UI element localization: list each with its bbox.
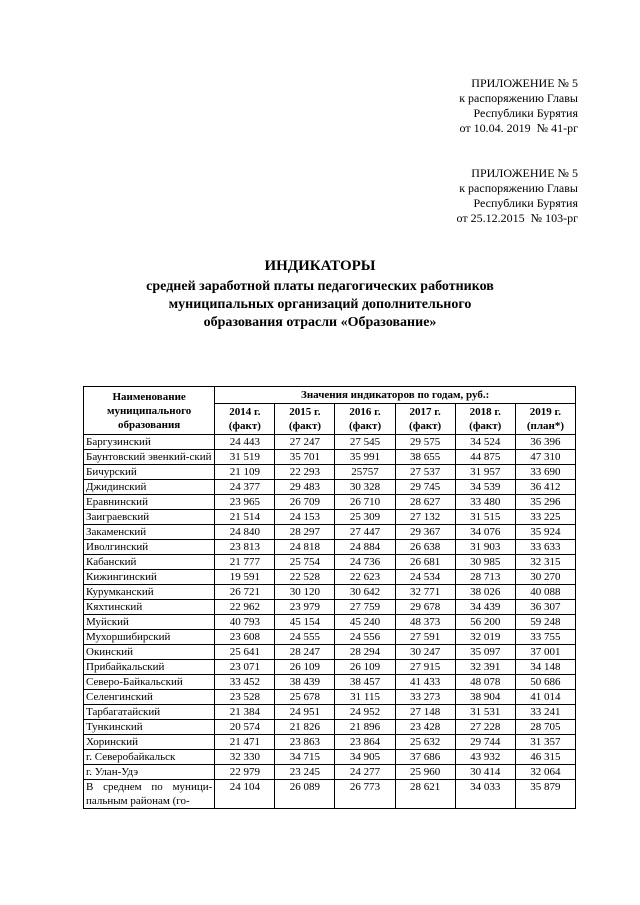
value-cell: 30 328 <box>335 480 395 495</box>
column-header-year <box>455 404 515 435</box>
value-cell: 24 153 <box>275 510 335 525</box>
value-cell: 40 793 <box>215 615 275 630</box>
value-cell: 22 528 <box>275 570 335 585</box>
value-cell: 43 932 <box>455 750 515 765</box>
table-row <box>84 705 576 720</box>
value-cell: 33 225 <box>515 510 575 525</box>
value-cell: 33 633 <box>515 540 575 555</box>
value-cell: 19 591 <box>215 570 275 585</box>
value-cell: 23 864 <box>335 735 395 750</box>
appendix-line: ПРИЛОЖЕНИЕ № 5 <box>471 166 578 180</box>
table-header-row <box>84 387 576 404</box>
municipality-name-cell: Мухоршибирский <box>84 630 215 645</box>
column-header-year <box>335 404 395 435</box>
value-cell: 31 903 <box>455 540 515 555</box>
appendix-line: от 10.04. 2019 № 41-рг <box>459 121 578 135</box>
value-cell: 28 713 <box>455 570 515 585</box>
value-cell: 38 904 <box>455 690 515 705</box>
value-cell: 30 247 <box>395 645 455 660</box>
table-row <box>84 765 576 780</box>
value-cell: 22 979 <box>215 765 275 780</box>
value-cell: 30 120 <box>275 585 335 600</box>
value-cell: 41 014 <box>515 690 575 705</box>
value-cell: 33 480 <box>455 495 515 510</box>
value-cell: 44 875 <box>455 450 515 465</box>
value-cell: 27 537 <box>395 465 455 480</box>
value-cell: 27 591 <box>395 630 455 645</box>
municipality-name-cell: Еравнинский <box>84 495 215 510</box>
value-cell: 20 574 <box>215 720 275 735</box>
value-cell: 28 627 <box>395 495 455 510</box>
table-row <box>84 450 576 465</box>
table-row <box>84 630 576 645</box>
value-cell: 31 515 <box>455 510 515 525</box>
value-cell: 59 248 <box>515 615 575 630</box>
document-subtitle-line: муниципальных организаций дополнительного <box>168 297 472 312</box>
appendix-line: к распоряжению Главы <box>459 181 578 195</box>
value-cell: 24 443 <box>215 435 275 450</box>
value-cell: 31 519 <box>215 450 275 465</box>
value-cell: 21 896 <box>335 720 395 735</box>
value-cell: 25 632 <box>395 735 455 750</box>
value-cell: 33 452 <box>215 675 275 690</box>
value-cell: 25 754 <box>275 555 335 570</box>
value-cell: 35 991 <box>335 450 395 465</box>
header-year-note: (факт) <box>409 420 442 432</box>
value-cell: 38 026 <box>455 585 515 600</box>
value-cell: 26 721 <box>215 585 275 600</box>
value-cell: 35 879 <box>515 780 575 809</box>
value-cell: 48 078 <box>455 675 515 690</box>
value-cell: 24 951 <box>275 705 335 720</box>
value-cell: 32 771 <box>395 585 455 600</box>
municipality-name-cell: Хоринский <box>84 735 215 750</box>
appendix-line: ПРИЛОЖЕНИЕ № 5 <box>471 76 578 90</box>
value-cell: 28 294 <box>335 645 395 660</box>
value-cell: 36 307 <box>515 600 575 615</box>
table-row <box>84 750 576 765</box>
value-cell: 23 428 <box>395 720 455 735</box>
value-cell: 37 686 <box>395 750 455 765</box>
value-cell: 34 439 <box>455 600 515 615</box>
value-cell: 24 840 <box>215 525 275 540</box>
table-row <box>84 660 576 675</box>
value-cell: 23 071 <box>215 660 275 675</box>
appendix-line: Республики Бурятия <box>473 196 578 210</box>
municipality-name-cell: Баунтовский эвенкий-ский <box>84 450 215 465</box>
value-cell: 27 447 <box>335 525 395 540</box>
value-cell: 26 709 <box>275 495 335 510</box>
table-row <box>84 525 576 540</box>
value-cell: 27 132 <box>395 510 455 525</box>
table-row <box>84 510 576 525</box>
value-cell: 30 414 <box>455 765 515 780</box>
value-cell: 26 109 <box>275 660 335 675</box>
municipality-name-cell: В среднем по муници-пальным районам (го- <box>84 780 215 809</box>
value-cell: 23 245 <box>275 765 335 780</box>
value-cell: 23 863 <box>275 735 335 750</box>
table-row <box>84 435 576 450</box>
value-cell: 32 315 <box>515 555 575 570</box>
value-cell: 24 736 <box>335 555 395 570</box>
value-cell: 24 556 <box>335 630 395 645</box>
table-row <box>84 570 576 585</box>
value-cell: 25757 <box>335 465 395 480</box>
value-cell: 23 813 <box>215 540 275 555</box>
header-year-note: (факт) <box>228 420 261 432</box>
value-cell: 27 915 <box>395 660 455 675</box>
value-cell: 37 001 <box>515 645 575 660</box>
value-cell: 29 483 <box>275 480 335 495</box>
value-cell: 32 330 <box>215 750 275 765</box>
value-cell: 28 705 <box>515 720 575 735</box>
value-cell: 29 367 <box>395 525 455 540</box>
municipality-name-cell: Кяхтинский <box>84 600 215 615</box>
header-year-note: (факт) <box>288 420 322 432</box>
value-cell: 27 759 <box>335 600 395 615</box>
municipality-name-cell: Тарбагатайский <box>84 705 215 720</box>
value-cell: 33 690 <box>515 465 575 480</box>
municipality-name-cell: г. Северобайкальск <box>84 750 215 765</box>
value-cell: 28 621 <box>395 780 455 809</box>
value-cell: 38 655 <box>395 450 455 465</box>
table-row <box>84 480 576 495</box>
table-row <box>84 675 576 690</box>
value-cell: 24 534 <box>395 570 455 585</box>
document-heading <box>0 257 640 332</box>
value-cell: 32 064 <box>515 765 575 780</box>
header-line: образования <box>117 418 181 431</box>
table-row <box>84 645 576 660</box>
municipality-name-cell: Прибайкальский <box>84 660 215 675</box>
value-cell: 38 457 <box>335 675 395 690</box>
column-header-municipality <box>84 387 215 435</box>
value-cell: 28 297 <box>275 525 335 540</box>
value-cell: 24 818 <box>275 540 335 555</box>
municipality-name-cell: Баргузинский <box>84 435 215 450</box>
municipality-name-cell: Муйский <box>84 615 215 630</box>
table-row <box>84 615 576 630</box>
document-title: ИНДИКАТОРЫ <box>264 258 376 274</box>
value-cell: 34 524 <box>455 435 515 450</box>
value-cell: 29 745 <box>395 480 455 495</box>
value-cell: 23 608 <box>215 630 275 645</box>
value-cell: 31 115 <box>335 690 395 705</box>
value-cell: 22 623 <box>335 570 395 585</box>
value-cell: 26 681 <box>395 555 455 570</box>
value-cell: 34 715 <box>275 750 335 765</box>
value-cell: 27 228 <box>455 720 515 735</box>
indicators-table <box>83 386 576 809</box>
appendix-previous-reference <box>457 166 578 226</box>
value-cell: 56 200 <box>455 615 515 630</box>
table-row <box>84 585 576 600</box>
table-row <box>84 600 576 615</box>
value-cell: 36 412 <box>515 480 575 495</box>
value-cell: 29 744 <box>455 735 515 750</box>
value-cell: 31 957 <box>455 465 515 480</box>
header-line: Наименование <box>112 390 186 403</box>
table-row <box>84 735 576 750</box>
table-row <box>84 720 576 735</box>
value-cell: 45 240 <box>335 615 395 630</box>
value-cell: 30 642 <box>335 585 395 600</box>
value-cell: 33 755 <box>515 630 575 645</box>
municipality-name-cell: Кабанский <box>84 555 215 570</box>
value-cell: 25 641 <box>215 645 275 660</box>
value-cell: 25 960 <box>395 765 455 780</box>
value-cell: 38 439 <box>275 675 335 690</box>
value-cell: 26 109 <box>335 660 395 675</box>
value-cell: 32 391 <box>455 660 515 675</box>
value-cell: 33 241 <box>515 705 575 720</box>
value-cell: 35 701 <box>275 450 335 465</box>
value-cell: 30 985 <box>455 555 515 570</box>
appendix-line: к распоряжению Главы <box>459 91 578 105</box>
value-cell: 35 296 <box>515 495 575 510</box>
appendix-current-reference <box>459 76 578 136</box>
document-subtitle-line: образования отрасли «Образование» <box>203 315 437 330</box>
column-header-year <box>515 404 575 435</box>
column-header-year <box>395 404 455 435</box>
municipality-name-cell: Бичурский <box>84 465 215 480</box>
value-cell: 33 273 <box>395 690 455 705</box>
value-cell: 34 148 <box>515 660 575 675</box>
value-cell: 21 109 <box>215 465 275 480</box>
value-cell: 27 545 <box>335 435 395 450</box>
value-cell: 23 965 <box>215 495 275 510</box>
header-year: 2017 г. <box>409 406 441 418</box>
municipality-name-cell: Кижингинский <box>84 570 215 585</box>
header-year: 2018 г. <box>469 406 501 418</box>
column-header-values: Значения индикаторов по годам, руб.: <box>215 387 576 404</box>
municipality-name-cell: Тункинский <box>84 720 215 735</box>
value-cell: 45 154 <box>275 615 335 630</box>
value-cell: 28 247 <box>275 645 335 660</box>
header-year: 2019 г. <box>529 406 562 418</box>
value-cell: 34 539 <box>455 480 515 495</box>
municipality-name-cell: Окинский <box>84 645 215 660</box>
value-cell: 21 777 <box>215 555 275 570</box>
value-cell: 23 528 <box>215 690 275 705</box>
value-cell: 24 104 <box>215 780 275 809</box>
header-year-note: (план*) <box>526 420 564 432</box>
column-header-year <box>275 404 335 435</box>
value-cell: 34 905 <box>335 750 395 765</box>
value-cell: 24 377 <box>215 480 275 495</box>
value-cell: 40 088 <box>515 585 575 600</box>
table-row <box>84 465 576 480</box>
table-row <box>84 690 576 705</box>
document-subtitle-line: средней заработной платы педагогических работников <box>146 279 494 294</box>
value-cell: 23 979 <box>275 600 335 615</box>
value-cell: 26 638 <box>395 540 455 555</box>
table-row <box>84 780 576 809</box>
value-cell: 35 097 <box>455 645 515 660</box>
value-cell: 27 148 <box>395 705 455 720</box>
value-cell: 25 678 <box>275 690 335 705</box>
value-cell: 25 309 <box>335 510 395 525</box>
value-cell: 30 270 <box>515 570 575 585</box>
municipality-name-cell: Селенгинский <box>84 690 215 705</box>
value-cell: 31 531 <box>455 705 515 720</box>
value-cell: 21 826 <box>275 720 335 735</box>
appendix-line: от 25.12.2015 № 103-рг <box>456 211 578 225</box>
value-cell: 26 710 <box>335 495 395 510</box>
municipality-name-cell: г. Улан-Удэ <box>84 765 215 780</box>
value-cell: 31 357 <box>515 735 575 750</box>
value-cell: 21 471 <box>215 735 275 750</box>
value-cell: 24 952 <box>335 705 395 720</box>
municipality-name-cell: Закаменский <box>84 525 215 540</box>
value-cell: 22 962 <box>215 600 275 615</box>
value-cell: 34 076 <box>455 525 515 540</box>
header-line: муниципального <box>106 404 192 417</box>
value-cell: 21 384 <box>215 705 275 720</box>
value-cell: 50 686 <box>515 675 575 690</box>
value-cell: 24 884 <box>335 540 395 555</box>
value-cell: 34 033 <box>455 780 515 809</box>
header-year-note: (факт) <box>469 420 502 432</box>
appendix-line: Республики Бурятия <box>473 106 578 120</box>
municipality-name-cell: Северо-Байкальский <box>84 675 215 690</box>
header-year: 2014 г. <box>229 406 261 418</box>
municipality-name-cell: Курумканский <box>84 585 215 600</box>
value-cell: 26 089 <box>275 780 335 809</box>
value-cell: 27 247 <box>275 435 335 450</box>
value-cell: 24 277 <box>335 765 395 780</box>
table-row <box>84 495 576 510</box>
value-cell: 46 315 <box>515 750 575 765</box>
municipality-name-cell: Заиграевский <box>84 510 215 525</box>
value-cell: 29 678 <box>395 600 455 615</box>
value-cell: 41 433 <box>395 675 455 690</box>
table-body <box>84 435 576 809</box>
table-row <box>84 555 576 570</box>
table-row <box>84 540 576 555</box>
value-cell: 48 373 <box>395 615 455 630</box>
value-cell: 47 310 <box>515 450 575 465</box>
municipality-name-cell: Иволгинский <box>84 540 215 555</box>
column-header-year <box>215 404 275 435</box>
value-cell: 36 396 <box>515 435 575 450</box>
value-cell: 21 514 <box>215 510 275 525</box>
header-year: 2015 г. <box>289 406 321 418</box>
value-cell: 32 019 <box>455 630 515 645</box>
value-cell: 35 924 <box>515 525 575 540</box>
value-cell: 24 555 <box>275 630 335 645</box>
municipality-name-cell: Джидинский <box>84 480 215 495</box>
header-year: 2016 г. <box>349 406 381 418</box>
value-cell: 22 293 <box>275 465 335 480</box>
value-cell: 26 773 <box>335 780 395 809</box>
header-year-note: (факт) <box>348 420 382 432</box>
value-cell: 29 575 <box>395 435 455 450</box>
